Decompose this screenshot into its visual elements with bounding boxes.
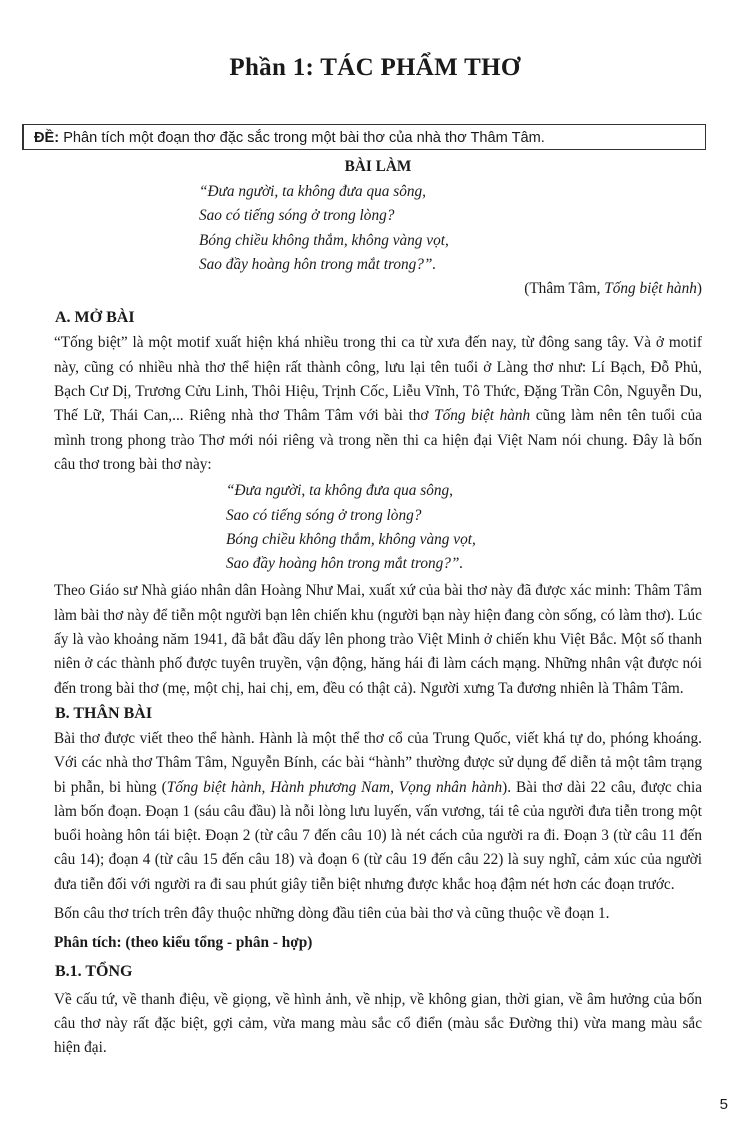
- prompt-text: Phân tích một đoạn thơ đặc sắc trong một bài thơ của nhà thơ Thâm Tâm.: [63, 130, 545, 146]
- subsection-b1-heading: B.1. TỔNG: [55, 962, 133, 980]
- answer-heading: BÀI LÀM: [344, 158, 412, 175]
- poem-line: Bóng chiều không thắm, không vàng vọt,: [199, 231, 449, 249]
- subsection-b1-paragraph: Về cấu tứ, về thanh điệu, về giọng, về hình ảnh, về nhịp, về không gian, thời gian, về âm hưởng của bốn câu thơ này rất đặc biệt, gợi cảm, vừa mang màu sắc cổ điển (màu sắc Đường thi) vừa mang màu sắc hiện đại.: [54, 990, 702, 1057]
- section-a-paragraph-1: “Tống biệt” là một motif xuất hiện khá nhiều trong thi ca từ xưa đến nay, từ đông sang tây. Và ở motif này, cũng có nhiều nhà thơ thể hiện rất thành công, lưu lại tên tuổi ở Làng thơ như: Lí Bạch, Đỗ Phủ, Bạch Cư Dị, Trương Cửu Linh, Thôi Hiệu, Trịnh Cốc, Liễu Vĩnh, Tô Thức, Đặng Trần Côn, Nguyễn Du, Thế Lữ, Thái Can,... Riêng nhà thơ Thâm Tâm với bài thơ Tống biệt hành cũng làm nên tên tuổi của mình trong phong trào Thơ mới nói riêng và trong nền thi ca hiện đại Việt Nam nói chung. Đây là bốn câu thơ trong bài thơ này:: [54, 334, 703, 473]
- poem-line: Bóng chiều không thắm, không vàng vọt,: [226, 530, 476, 548]
- poem-line: “Đưa người, ta không đưa qua sông,: [226, 482, 453, 500]
- main-content: [54, 154, 702, 1061]
- poem-source: (Thâm Tâm, Tống biệt hành): [524, 280, 702, 298]
- poem-line: Sao đầy hoàng hôn trong mắt trong?”.: [226, 555, 464, 573]
- poem-line: Sao có tiếng sóng ở trong lòng?: [199, 207, 395, 225]
- poem-line: “Đưa người, ta không đưa qua sông,: [199, 183, 426, 200]
- source-work-title: Tống biệt hành: [604, 280, 697, 298]
- poem-line: Sao có tiếng sóng ở trong lòng?: [226, 506, 422, 524]
- page-title: Phần 1: TÁC PHẨM THƠ: [229, 54, 521, 81]
- analysis-label: Phân tích: (theo kiểu tổng - phân - hợp): [54, 934, 313, 952]
- prompt-label: ĐỀ:: [34, 130, 60, 146]
- essay-prompt-box: [22, 124, 706, 150]
- page-number: 5: [719, 1096, 728, 1113]
- section-b-paragraph-1: Bài thơ được viết theo thể hành. Hành là một thể thơ cổ của Trung Quốc, viết khá tự do, phóng khoáng. Với các nhà thơ Thâm Tâm, Nguyễn Bính, các bài “hành” thường được sử dụng để diễn tả một tâm trạng bi phẫn, bi hùng (Tống biệt hành, Hành phương Nam, Vọng nhân hành). Bài thơ dài 22 câu, được chia làm bốn đoạn. Đoạn 1 (sáu câu đầu) là nỗi lòng lưu luyến, vấn vương, tái tê của người đưa tiễn trong một buổi hoàng hôn tái biệt. Đoạn 2 (từ câu 7 đến câu 10) là nét cách của người ra đi. Đoạn 3 (từ câu 11 đến câu 14); đoạn 4 (từ câu 15 đến câu 18) và đoạn 6 (từ câu 19 đến câu 22) là suy nghĩ, cảm xúc của người đưa tiễn đối với người ra đi sau phút giây tiễn biệt nhưng được khắc hoạ đậm nét hơn các đoạn trước.: [54, 729, 703, 893]
- poem-line: Sao đầy hoàng hôn trong mắt trong?”.: [199, 255, 437, 273]
- section-b-heading: B. THÂN BÀI: [55, 704, 153, 722]
- section-b-paragraph-2: Bốn câu thơ trích trên đây thuộc những dòng đầu tiên của bài thơ và cũng thuộc về đoạn 1.: [54, 905, 610, 923]
- section-a-paragraph-2: Theo Giáo sư Nhà giáo nhân dân Hoàng Như Mai, xuất xứ của bài thơ này đã được xác minh: Thâm Tâm làm bài thơ này để tiễn một người bạn lên chiến khu (người bạn này hiện đang còn sống, có làm thơ). Lúc ấy là vào khoảng năm 1941, đã bắt đầu dấy lên phong trào Việt Minh ở chiến khu Việt Bắc. Một số thanh niên ở các thành phố được tuyên truyền, vận động, hăng hái đi làm cách mạng. Những nhân vật được nói đến trong bài thơ (mẹ, một chị, hai chị, em, đều có thật cả). Người xưng Ta đương nhiên là Thâm Tâm.: [54, 582, 702, 697]
- poem-excerpt-top: [54, 180, 702, 277]
- section-a-heading: A. MỞ BÀI: [55, 309, 135, 327]
- poem-excerpt-repeat: [54, 479, 702, 576]
